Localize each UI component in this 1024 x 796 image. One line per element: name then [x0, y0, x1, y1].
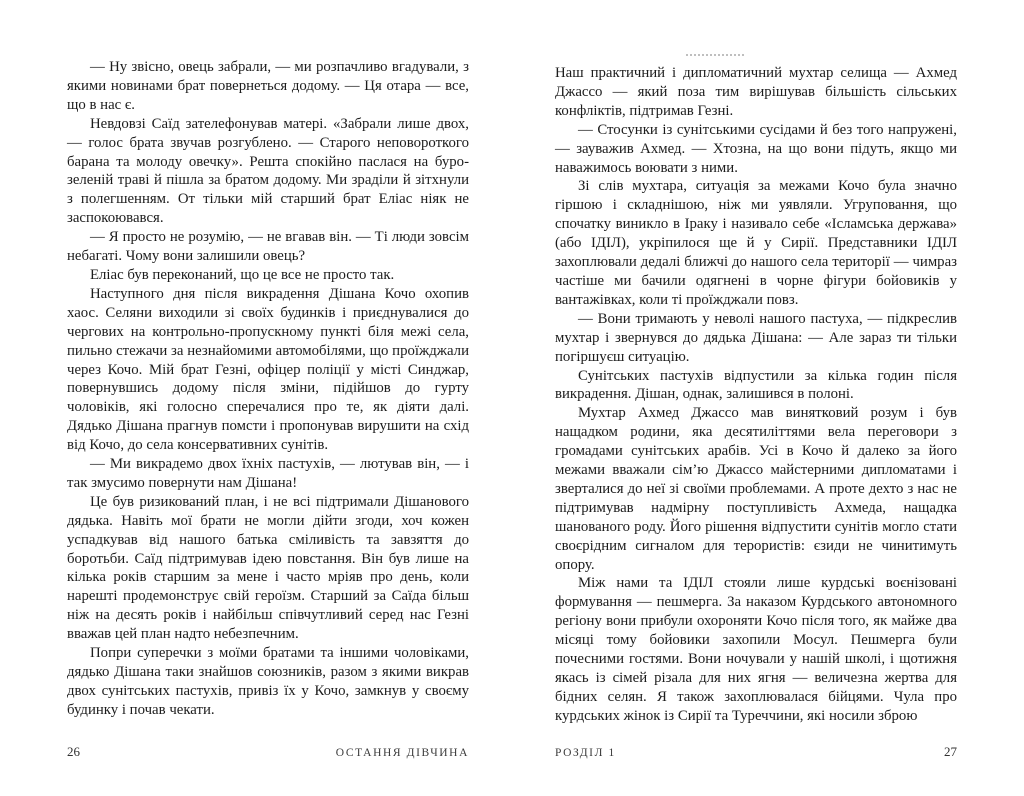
paragraph: Невдовзі Саїд зателефонував матері. «Забрали лише двох, — голос брата звучав розгублено. — Старого неповороткого барана та молоду овечку». Решта спокійно паслася на буро-зеленій траві й пішла за братом додому. Ми зраділи й зітхнули з полегшенням. От тільки мій старший брат Еліас ніяк не заспокоювався.: [67, 115, 469, 227]
paragraph: — Ну звісно, овець забрали, — ми розпачливо вгадували, з якими новинами брат повернеться додому. — Ця отара — все, що в нас є.: [67, 59, 469, 113]
paragraph: Сунітських пастухів відпустили за кілька годин після викрадення. Дішан, однак, залишився в полоні.: [555, 367, 957, 403]
paragraph: Між нами та ІДІЛ стояли лише курдські воєнізовані формування — пешмерга. За наказом Курдського автономного регіону вони прибули охороняти Кочо після того, як майже два місяці тому бойовики захопили Мосул. Пешмерга були почесними гостями. Вони ночували у нашій школі, і щотижня якась із сімей різала для них ягня — величезна жертва для бідних селян. Я також захоплювалася бійцями. Чула про курдських жінок із Сирії та Туреччини, які носили зброю: [555, 575, 957, 724]
paragraph: Це був ризикований план, і не всі підтримали Дішанового дядька. Навіть мої брати не могли дійти згоди, хоч кожен успадкував від нашого батька сміливість та завзяття до боротьби. Саїд підтримував ідею повстання. Він був лише на кілька років старшим за мене і часто мріяв про день, коли нарешті продемонструє свій героїзм. Старший за Саїда більш ніж на десять років і найбільш співчутливий серед нас Гезні вважав цей план надто небезпечним.: [67, 493, 469, 643]
paragraph: Зі слів мухтара, ситуація за межами Кочо була значно гіршою і складнішою, ніж ми уявляли. Угруповання, що спочатку виникло в Іраку і називало себе «Ісламська держава» (або ІДІЛ), укріпилося ще й у Сирії. Представники ІДІЛ захоплювали дедалі ближчі до нашого села території — чимраз частіше ми бачили одягнені в чорне фігури бойовиків у вантажівках, коли ті проїжджали повз.: [555, 178, 957, 308]
paragraph: — Я просто не розумію, — не вгавав він. — Ті люди зовсім небагаті. Чому вони залишили овець?: [67, 229, 469, 265]
page-number-right: 27: [944, 744, 957, 759]
paragraph: Попри суперечки з моїми братами та іншими чоловіками, дядько Дішана таки знайшов союзників, разом з якими викрав двох сунітських пастухів, привіз їх у Кочо, замкнув у своєму будинку і почав чекати.: [67, 645, 469, 718]
paragraph: — Ми викрадемо двох їхніх пастухів, — лютував він, — і так змусимо повернути нам Дішана!: [67, 456, 469, 491]
paragraph: Наш практичний і дипломатичний мухтар селища — Ахмед Джассо — який поза тим вирішував більшість сільських конфліктів, підтримав Гезні.: [555, 65, 957, 119]
right-page-footer: [555, 744, 957, 760]
paragraph: Мухтар Ахмед Джассо мав винятковий розум і був нащадком родини, яка десятиліттями вела переговори з громадами сунітських арабів. Усі в Кочо й далеко за його межами вважали сім’ю Джассо майстерними дипломатами і зверталися до неї зі своїми проблемами. А проте дехто з нас не підтримував надмірну поступливість Ахмеда, нащадка шанованого роду. Його рішення відпустити сунітів могло стати своєрідним сигналом для терористів: єзиди не чинитимуть опору.: [555, 405, 957, 573]
left-page-footer: [67, 744, 469, 760]
right-page-text: [555, 64, 957, 726]
paragraph: Еліас був переконаний, що це все не просто так.: [90, 266, 395, 283]
paragraph: — Вони тримають у неволі нашого пастуха, — підкреслив мухтар і звернувся до дядька Дішана: — Але зараз ти тільки погіршуєш ситуацію.: [555, 310, 957, 365]
running-title: ОСТАННЯ ДІВЧИНА: [335, 747, 469, 759]
paragraph: Наступного дня після викрадення Дішана Кочо охопив хаос. Селяни виходили зі своїх будинків і приєднувалися до чергових на контрольно-пропускному пункті біля межі села, пильно стежачи за незнайомими автомобілями, що проїжджали через Кочо. Мій брат Гезні, офіцер поліції у місті Синджар, повернувшись додому після зміни, підійшов до гурту чоловіків, які голосно сперечалися про те, як діяти далі. Дядько Дішана прагнув помсти і пропонував вирушити на схід від Кочо, до села консервативних сунітів.: [67, 285, 469, 454]
page-number-left: 26: [67, 744, 80, 759]
chapter-label: РОЗДІЛ 1: [555, 747, 616, 759]
paragraph: — Стосунки із сунітськими сусідами й без того напружені, — зауважив Ахмед. — Хтозна, на що вони підуть, якщо ми наважимось воювати з ними.: [555, 121, 957, 176]
left-page-text: [67, 58, 469, 720]
section-separator-dots: [686, 54, 744, 56]
